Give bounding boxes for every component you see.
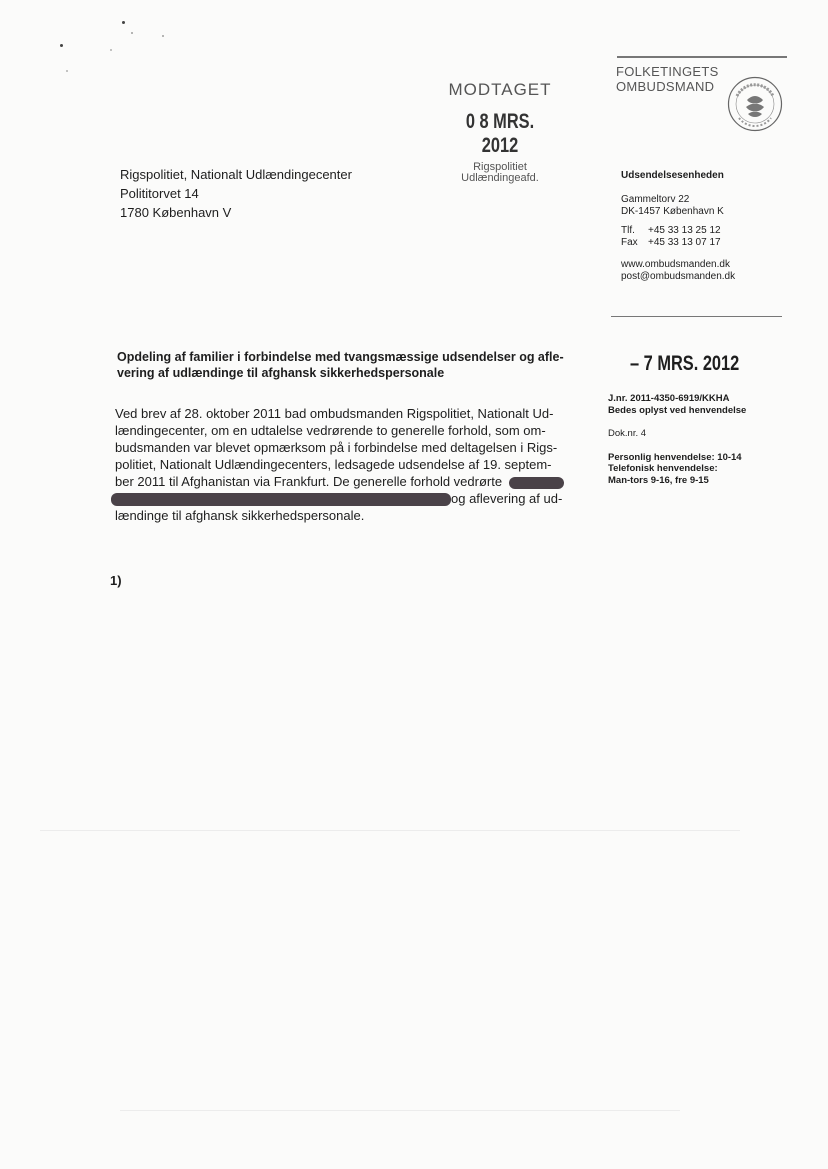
letter-body [115,405,575,524]
subject-line2: vering af udlændinge til afghansk sikkerhedspersonale [117,366,445,380]
recipient-address [120,165,352,222]
body-line: politiet, Nationalt Udlændingecenters, ledsagede udsendelse af 19. septem- [115,457,552,472]
contact-hours-line3: Man-tors 9-16, fre 9-15 [608,474,709,486]
sender-fax-row [621,237,735,250]
recipient-line2: Polititorvet 14 [120,186,199,201]
scan-artifact-line [40,830,740,831]
scan-speck [110,49,112,51]
letter-subject [117,349,597,381]
organization-name [616,64,719,94]
body-line: ber 2011 til Afghanistan via Frankfurt. De generelle forhold vedrørte [115,474,503,489]
reference-note: Bedes oplyst ved henvendelse [608,404,747,416]
sender-address2: DK-1457 København K [621,206,724,217]
sender-website: www.ombudsmanden.dk [621,258,730,270]
reference-block [608,393,746,486]
sender-fax-label: Fax [621,237,638,248]
body-line: lændingecenter, om en udtalelse vedrørende to generelle forhold, som om- [115,423,546,438]
scan-speck [131,32,133,34]
recipient-line1: Rigspolitiet, Nationalt Udlændingecenter [120,167,352,182]
subject-line1: Opdeling af familier i forbindelse med tvangsmæssige udsendelser og afle- [117,350,564,364]
sender-phone: +45 33 13 25 12 [648,224,721,236]
organization-name-line2: OMBUDSMAND [616,79,715,94]
received-stamp [430,80,570,184]
scan-speck [162,35,164,37]
scan-speck [60,44,63,47]
list-item-marker: 1) [110,573,122,588]
redaction-mark [111,493,451,506]
sender-address1: Gammeltorv 22 [621,193,690,205]
received-stamp-dept-line2: Udlændingeafd. [461,172,539,184]
received-stamp-date: 0 8 MRS. 2012 [465,110,535,157]
sender-fax: +45 33 13 07 17 [648,237,721,248]
recipient-line3: 1780 København V [120,205,232,220]
document-number: Dok.nr. 4 [608,428,647,439]
journal-number: J.nr. 2011-4350-6919/KKHA [608,393,730,404]
contact-hours [608,452,746,487]
sender-unit: Udsendelsesenheden [621,170,724,181]
body-line: og aflevering af ud- [451,491,563,506]
received-stamp-department [430,162,570,184]
organization-name-line1: FOLKETINGETS [616,64,719,79]
sidebar-rule [611,316,782,317]
redaction-mark [509,477,564,489]
body-line: budsmanden var blevet opmærksom på i forbindelse med deltagelsen i Rigs- [115,440,558,455]
sender-contact-block [621,170,735,284]
received-stamp-dept-line1: Rigspolitiet [473,161,527,173]
contact-hours-line2: Telefonisk henvendelse: [608,463,718,474]
scan-speck [66,70,68,72]
body-line: Ved brev af 28. oktober 2011 bad ombudsmanden Rigspolitiet, Nationalt Ud- [115,406,554,421]
scan-speck [122,21,125,24]
letter-date: – 7 MRS. 2012 [630,352,740,375]
sender-email: post@ombudsmanden.dk [621,271,736,282]
letterhead-rule [617,56,787,58]
contact-hours-line1: Personlig henvendelse: 10-14 [608,451,742,463]
body-line-with-redaction [115,490,575,507]
ombudsman-seal-icon [727,76,783,132]
sender-phone-label: Tlf. [621,224,635,236]
body-line-with-redaction [115,473,575,490]
received-stamp-title: MODTAGET [448,80,552,99]
scan-artifact-line [120,1110,680,1111]
sender-phone-row [621,225,735,238]
body-line: lændinge til afghansk sikkerhedspersonale. [115,508,365,523]
